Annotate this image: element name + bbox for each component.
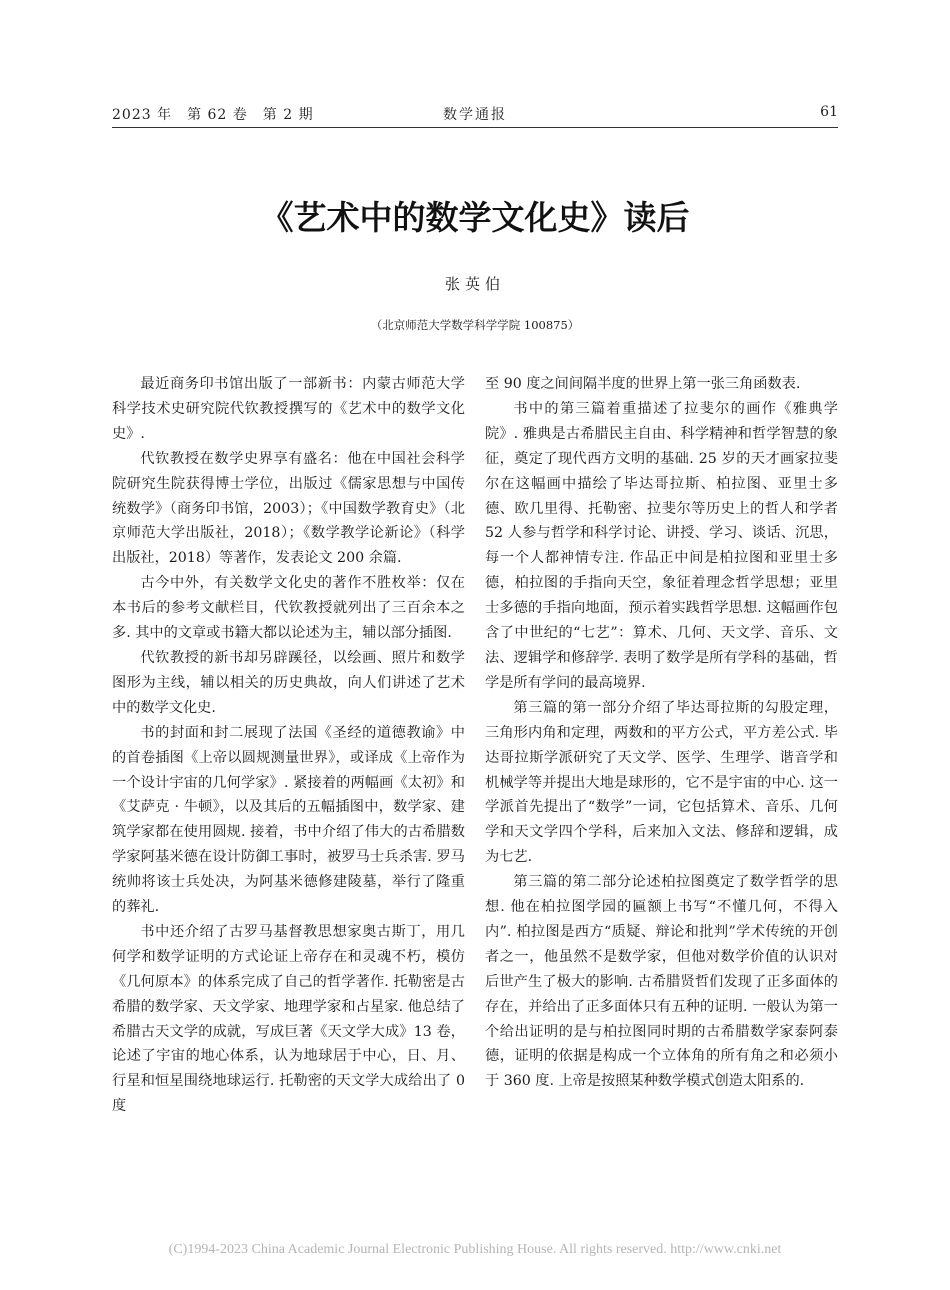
left-column: [112, 372, 465, 1119]
paragraph-continuation: 至 90 度之间间隔半度的世界上第一张三角函数表.: [485, 376, 801, 392]
page-number: 61: [820, 104, 838, 120]
paragraph: 代钦教授在数学史界享有盛名：他在中国社会科学院研究生院获得博士学位，出版过《儒家思想与中国传统数学》（商务印书馆，2003）；《中国数学教育史》（北京师范大学出版社，2018）；《数学教学论新论》（科学出版社，2018）等著作，发表论文 200 余篇.: [112, 450, 465, 567]
journal-issue-info: 2023 年 第 62 卷 第 2 期: [112, 107, 314, 123]
paragraph: 古今中外，有关数学文化史的著作不胜枚举：仅在本书后的参考文献栏目，代钦教授就列出了三百余本之多. 其中的文章或书籍大都以论述为主，辅以部分插图.: [112, 575, 465, 642]
author-name: 张英伯: [444, 275, 505, 293]
right-column: [485, 372, 838, 1094]
paragraph: 书中的第三篇着重描述了拉斐尔的画作《雅典学院》. 雅典是古希腊民主自由、科学精神和哲学智慧的象征，奠定了现代西方文明的基础. 25 岁的天才画家拉斐尔在这幅画中描绘了毕达哥拉斯、柏拉图、亚里士多德、欧几里得、托勒密、拉斐尔等历史上的哲人和学者 52 人参与哲学和科学讨论、讲授、学习、谈话、沉思，每一个人都神情专注. 作品正中间是柏拉图和亚里士多德，柏拉图的手指向天空，象征着理念哲学思想；亚里士多德的手指向地面，预示着实践哲学思想. 这幅画作包含了中世纪的“七艺”：算术、几何、天文学、音乐、文法、逻辑学和修辞学. 表明了数学是所有学科的基础，哲学是所有学问的最高境界.: [485, 400, 838, 691]
paragraph: 最近商务印书馆出版了一部新书：内蒙古师范大学科学技术史研究院代钦教授撰写的《艺术中的数学文化史》.: [112, 376, 465, 442]
paragraph: 书中还介绍了古罗马基督教思想家奥古斯丁，用几何学和数学证明的方式论证上帝存在和灵魂不朽，模仿《几何原本》的体系完成了自己的哲学著作. 托勒密是古希腊的数学家、天文学家、地理学家和占星家. 他总结了希腊古天文学的成就，写成巨著《天文学大成》13 卷，论述了宇宙的地心体系，认为地球居于中心，日、月、行星和恒星围绕地球运行. 托勒密的天文学大成给出了 0 度: [112, 923, 465, 1115]
paragraph: 第三篇的第二部分论述柏拉图奠定了数学哲学的思想. 他在柏拉图学园的匾额上书写“不懂几何，不得入内”. 柏拉图是西方“质疑、辩论和批判”学术传统的开创者之一，他虽然不是数学家，但他对数学价值的认识对后世产生了极大的影响. 古希腊贤哲们发现了正多面体的存在，并给出了正多面体只有五种的证明. 一般认为第一个给出证明的是与柏拉图同时期的古希腊数学家泰阿泰德，证明的依据是构成一个立体角的所有角之和必须小于 360 度. 上帝是按照某种数学模式创造太阳系的.: [485, 874, 838, 1090]
paragraph: 书的封面和封二展现了法国《圣经的道德教谕》中的首卷插图《上帝以圆规测量世界》，或译成《上帝作为一个设计宇宙的几何学家》. 紧接着的两幅画《太初》和《艾萨克 · 牛顿》，以及其后的五幅插图中，数学家、建筑学家都在使用圆规. 接着，书中介绍了伟大的古希腊数学家阿基米德在设计防御工事时，被罗马士兵杀害. 罗马统帅将该士兵处决，为阿基米德修建陵墓，举行了隆重的葬礼.: [112, 724, 465, 916]
paragraph: 第三篇的第一部分介绍了毕达哥拉斯的勾股定理，三角形内角和定理，两数和的平方公式，平方差公式. 毕达哥拉斯学派研究了天文学、医学、生理学、谐音学和机械学等并提出大地是球形的，它不是宇宙的中心. 这一学派首先提出了“数学”一词，它包括算术、音乐、几何学和天文学四个学科，后来加入文法、修辞和逻辑，成为七艺.: [485, 699, 838, 866]
running-header: [112, 104, 838, 126]
copyright-watermark: (C)1994-2023 China Academic Journal Electronic Publishing House. All rights reserved. http://www.cnki.net: [168, 1242, 782, 1257]
paragraph: 代钦教授的新书却另辟蹊径，以绘画、照片和数学图形为主线，辅以相关的历史典故，向人们讲述了艺术中的数学文化史.: [112, 649, 465, 716]
author-affiliation: （北京师范大学数学科学学院 100875）: [370, 318, 580, 332]
header-divider: [112, 127, 838, 128]
journal-name: 数学通报: [443, 107, 507, 123]
article-title: 《艺术中的数学文化史》读后: [260, 198, 690, 237]
